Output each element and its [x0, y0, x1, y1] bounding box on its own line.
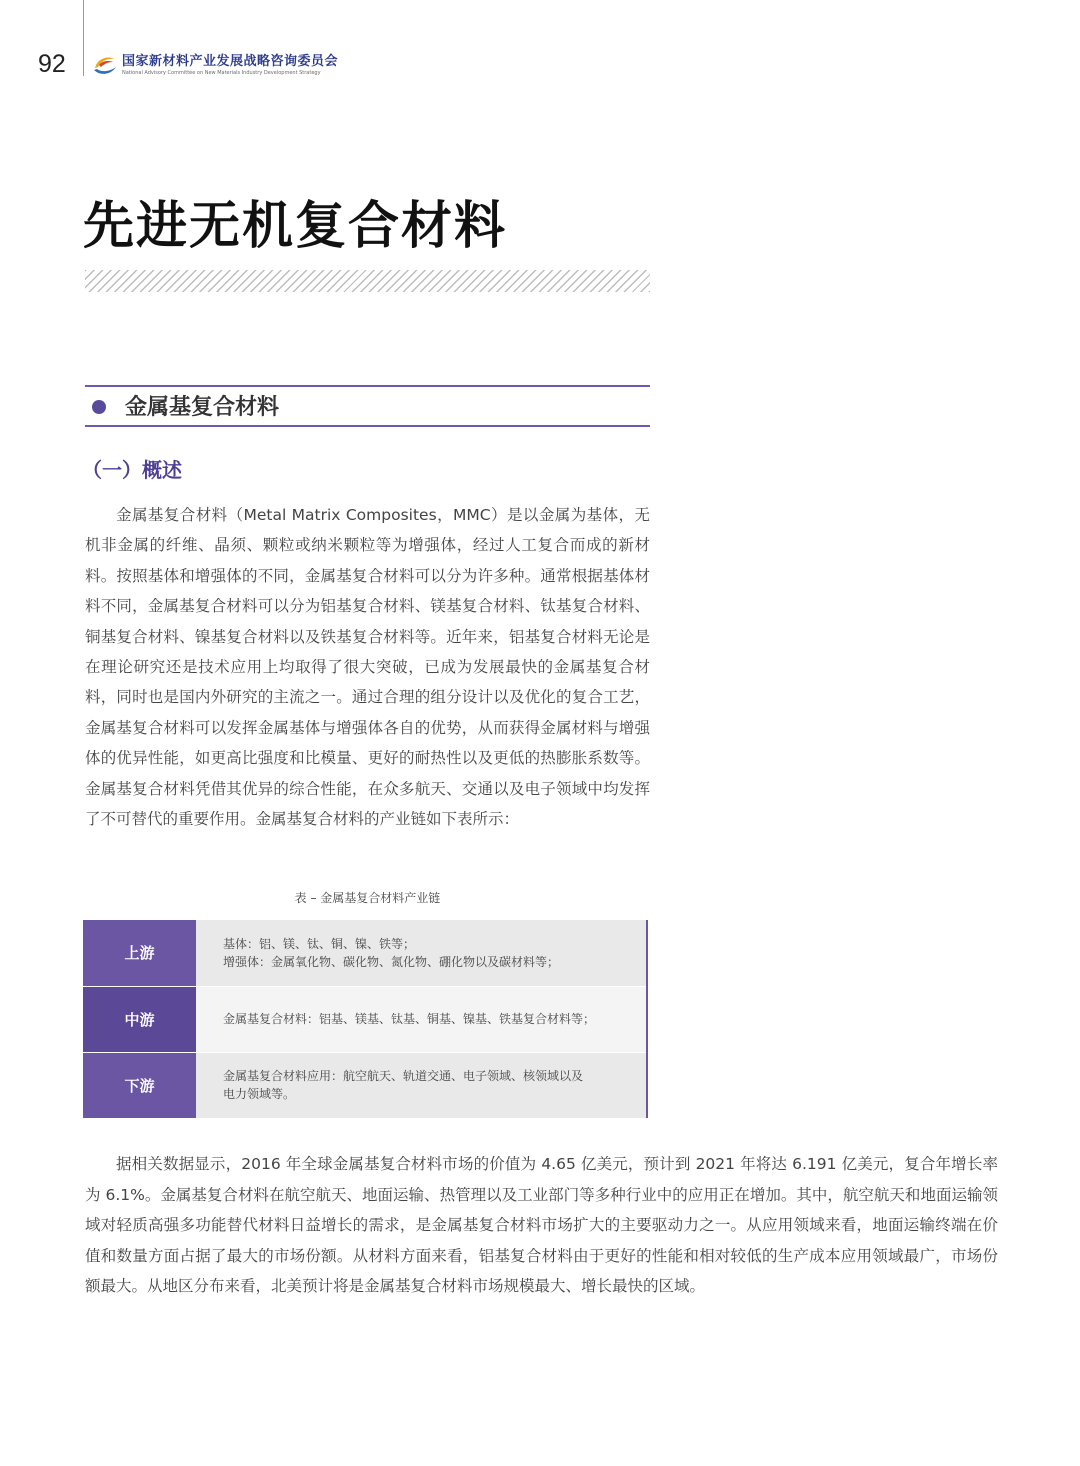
title-hatch-divider [85, 270, 650, 292]
stage-description [196, 1052, 647, 1118]
body-paragraph-2: 据相关数据显示，2016 年全球金属基复合材料市场的价值为 4.65 亿美元，预计到 2021 年将达 6.191 亿美元，复合年增长率为 6.1%。金属基复合材料在航空航天、地面运输、热管理以及工业部门等多种行业中的应用正在增加。其中，航空航天和地面运输领域对轻质高强多功能替代材料日益增长的需求，是金属基复合材料市场扩大的主要驱动力之一。从应用领域来看，地面运输终端在价值和数量方面占据了最大的市场份额。从材料方面来看，铝基复合材料由于更好的性能和相对较低的生产成本应用领域最广，市场份额最大。从地区分布来看，北美预计将是金属基复合材料市场规模最大、增长最快的区域。 [85, 1155, 998, 1295]
page-number: 92 [38, 50, 66, 78]
stage-label: 上游 [83, 920, 196, 986]
industry-chain-table [83, 920, 648, 1118]
subsection-title: （一）概述 [82, 458, 182, 482]
org-name-en: National Advisory Committee on New Materials Industry Development Strategy [122, 69, 321, 76]
table-row [83, 1052, 647, 1118]
description-line: 金属基复合材料：铝基、镁基、钛基、铜基、镍基、铁基复合材料等； [223, 1012, 596, 1026]
stage-description [196, 986, 647, 1052]
header-divider [83, 0, 84, 76]
description-line: 电力领域等。 [223, 1087, 296, 1102]
table-row [83, 920, 647, 986]
stage-label: 中游 [83, 986, 196, 1052]
section-title: 金属基复合材料 [125, 395, 280, 420]
section-rule-top [85, 385, 650, 387]
bullet-dot-icon [92, 400, 106, 414]
section-rule-bottom [85, 425, 650, 427]
chapter-title: 先进无机复合材料 [83, 197, 508, 256]
table-row [83, 986, 647, 1052]
body-paragraph-1: 金属基复合材料（Metal Matrix Composites，MMC）是以金属为基体，无机非金属的纤维、晶须、颗粒或纳米颗粒等为增强体，经过人工复合而成的新材料。按照基体和增强体的不同，金属基复合材料可以分为许多种。通常根据基体材料不同，金属基复合材料可以分为铝基复合材料、镁基复合材料、钛基复合材料、铜基复合材料、镍基复合材料以及铁基复合材料等。近年来，铝基复合材料无论是在理论研究还是技术应用上均取得了很大突破，已成为发展最快的金属基复合材料，同时也是国内外研究的主流之一。通过合理的组分设计以及优化的复合工艺，金属基复合材料可以发挥金属基体与增强体各自的优势，从而获得金属材料与增强体的优异性能，如更高比强度和比模量、更好的耐热性以及更低的热膨胀系数等。金属基复合材料凭借其优异的综合性能，在众多航天、交通以及电子领域中均发挥了不可替代的重要作用。金属基复合材料的产业链如下表所示： [85, 506, 650, 829]
stage-description [196, 920, 647, 986]
table-caption: 表 – 金属基复合材料产业链 [294, 891, 441, 905]
stage-label: 下游 [83, 1052, 196, 1118]
description-line: 增强体：金属氧化物、碳化物、氮化物、硼化物以及碳材料等； [223, 954, 560, 969]
description-line: 金属基复合材料应用：航空航天、轨道交通、电子领域、核领域以及 [223, 1069, 584, 1084]
org-name-cn: 国家新材料产业发展战略咨询委员会 [122, 53, 339, 69]
org-header [92, 52, 338, 78]
org-logo-icon [92, 52, 118, 78]
description-line: 基体：铝、镁、钛、铜、镍、铁等； [223, 936, 416, 951]
